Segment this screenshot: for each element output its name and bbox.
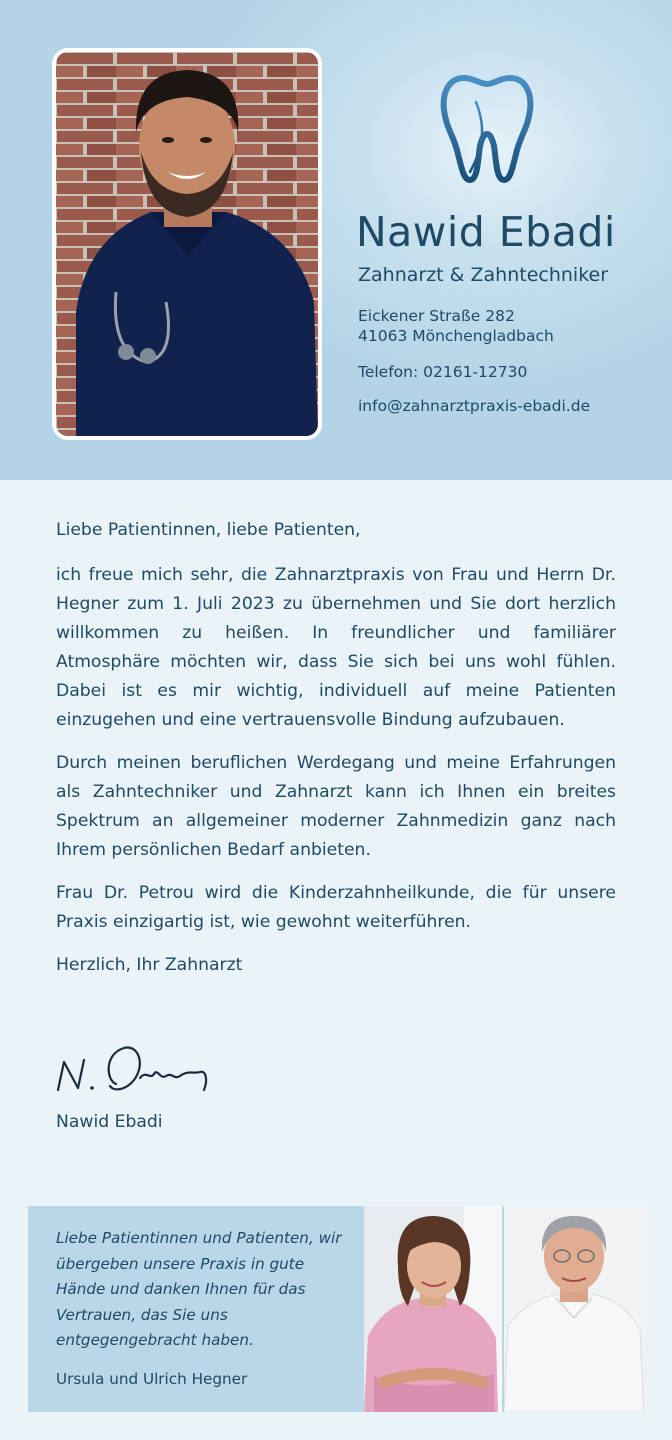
address-street: Eickener Straße 282 [358,307,515,325]
letter-closing: Herzlich, Ihr Zahnarzt [56,955,243,975]
dentist-profession: Zahnarzt & Zahntechniker [358,264,609,286]
letter-paragraph-1: ich freue mich sehr, die Zahnarztpraxis von Frau und Herrn Dr. Hegner zum 1. Juli 2023 zu übernehmen und Sie dort herzlich willkommen zu heißen. In freundlicher und familiärer Atmosphäre möchten wir, dass Sie sich bei uns wohl fühlen. Dabei ist es mir wichtig, individuell auf meine Patienten einzugehen und eine vertrauensvolle Bindung aufzubauen. [56,565,616,730]
email-address[interactable]: info@zahnarztpraxis-ebadi.de [358,397,591,415]
farewell-box [28,1206,644,1412]
dentist-portrait-photo [52,48,322,440]
ursula-hegner-photo [364,1206,502,1412]
address-city: 41063 Mönchengladbach [358,327,554,345]
header-banner [0,0,672,480]
letter-paragraph-2: Durch meinen beruflichen Werdegang und meine Erfahrungen als Zahntechniker und Zahnarzt kann ich Ihnen ein breites Spektrum an allgemeiner moderner Zahnmedizin ganz nach Ihrem persönlichen Bedarf anbieten. [56,753,616,860]
letter-greeting: Liebe Patientinnen, liebe Patienten, [56,520,361,540]
dentist-name: Nawid Ebadi [356,208,616,256]
farewell-signature: Ursula und Ulrich Hegner [56,1370,248,1388]
phone-number[interactable]: Telefon: 02161-12730 [358,363,528,381]
tooth-logo-icon [440,72,534,184]
farewell-message: Liebe Patientinnen und Patienten, wir übergeben unsere Praxis in gute Hände und danken Ihnen für das Vertrauen, das Sie uns entgegengebracht haben. [56,1229,342,1349]
letter-signer-name: Nawid Ebadi [56,1112,163,1132]
ulrich-hegner-photo [504,1206,644,1412]
letter-paragraph-3: Frau Dr. Petrou wird die Kinderzahnheilkunde, die für unsere Praxis einzigartig ist, wie gewohnt weiterführen. [56,883,616,932]
welcome-letter [56,516,616,994]
handwritten-signature [54,1040,224,1104]
